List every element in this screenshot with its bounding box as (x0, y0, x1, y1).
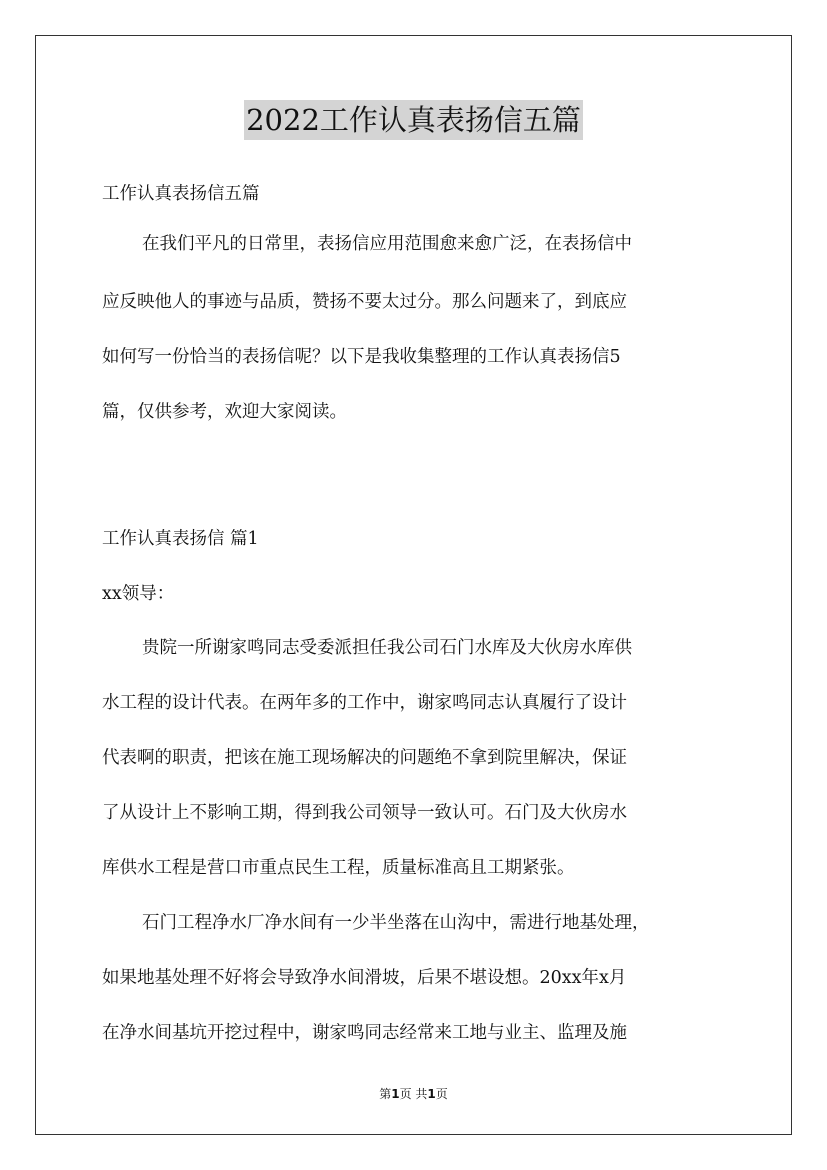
para-line: 如果地基处理不好将会导致净水间滑坡，后果不堪设想。20xx年x月 (102, 968, 627, 988)
para-line: 在净水间基坑开挖过程中，谢家鸣同志经常来工地与业主、监理及施 (102, 1023, 627, 1043)
para-line: 库供水工程是营口市重点民生工程，质量标准高且工期紧张。 (102, 858, 575, 878)
footer-page-total: 1 (427, 1087, 436, 1101)
subtitle: 工作认真表扬信五篇 (102, 184, 260, 204)
para-line: 代表啊的职责，把该在施工现场解决的问题绝不拿到院里解决，保证 (102, 748, 627, 768)
intro-paragraph (102, 225, 730, 448)
footer-prefix: 第 (379, 1087, 392, 1101)
section-heading: 工作认真表扬信 篇1 (102, 529, 259, 549)
footer-page-number: 1 (391, 1087, 400, 1101)
para-line: 石门工程净水厂净水间有一少半坐落在山沟中，需进行地基处理， (142, 913, 650, 933)
para-line: 水工程的设计代表。在两年多的工作中，谢家鸣同志认真履行了设计 (102, 693, 627, 713)
page-footer (0, 1085, 827, 1102)
para-line: 贵院一所谢家鸣同志受委派担任我公司石门水库及大伙房水库供 (142, 638, 632, 658)
intro-line: 应反映他人的事迹与品质，赞扬不要太过分。那么问题来了，到底应 (102, 292, 627, 312)
paragraph-1 (102, 629, 730, 904)
footer-suffix: 页 (435, 1087, 448, 1101)
intro-line: 篇，仅供参考，欢迎大家阅读。 (102, 402, 347, 422)
intro-line: 在我们平凡的日常里，表扬信应用范围愈来愈广泛，在表扬信中 (142, 234, 632, 254)
document-title: 2022工作认真表扬信五篇 (244, 100, 583, 140)
paragraph-2 (102, 904, 730, 1069)
document-body (102, 175, 730, 1069)
salutation: xx领导： (102, 584, 175, 604)
para-line: 了从设计上不影响工期，得到我公司领导一致认可。石门及大伙房水 (102, 803, 627, 823)
footer-mid: 页 共 (399, 1087, 428, 1101)
title-wrap (0, 100, 827, 140)
intro-line: 如何写一份恰当的表扬信呢？以下是我收集整理的工作认真表扬信5 (102, 347, 621, 367)
